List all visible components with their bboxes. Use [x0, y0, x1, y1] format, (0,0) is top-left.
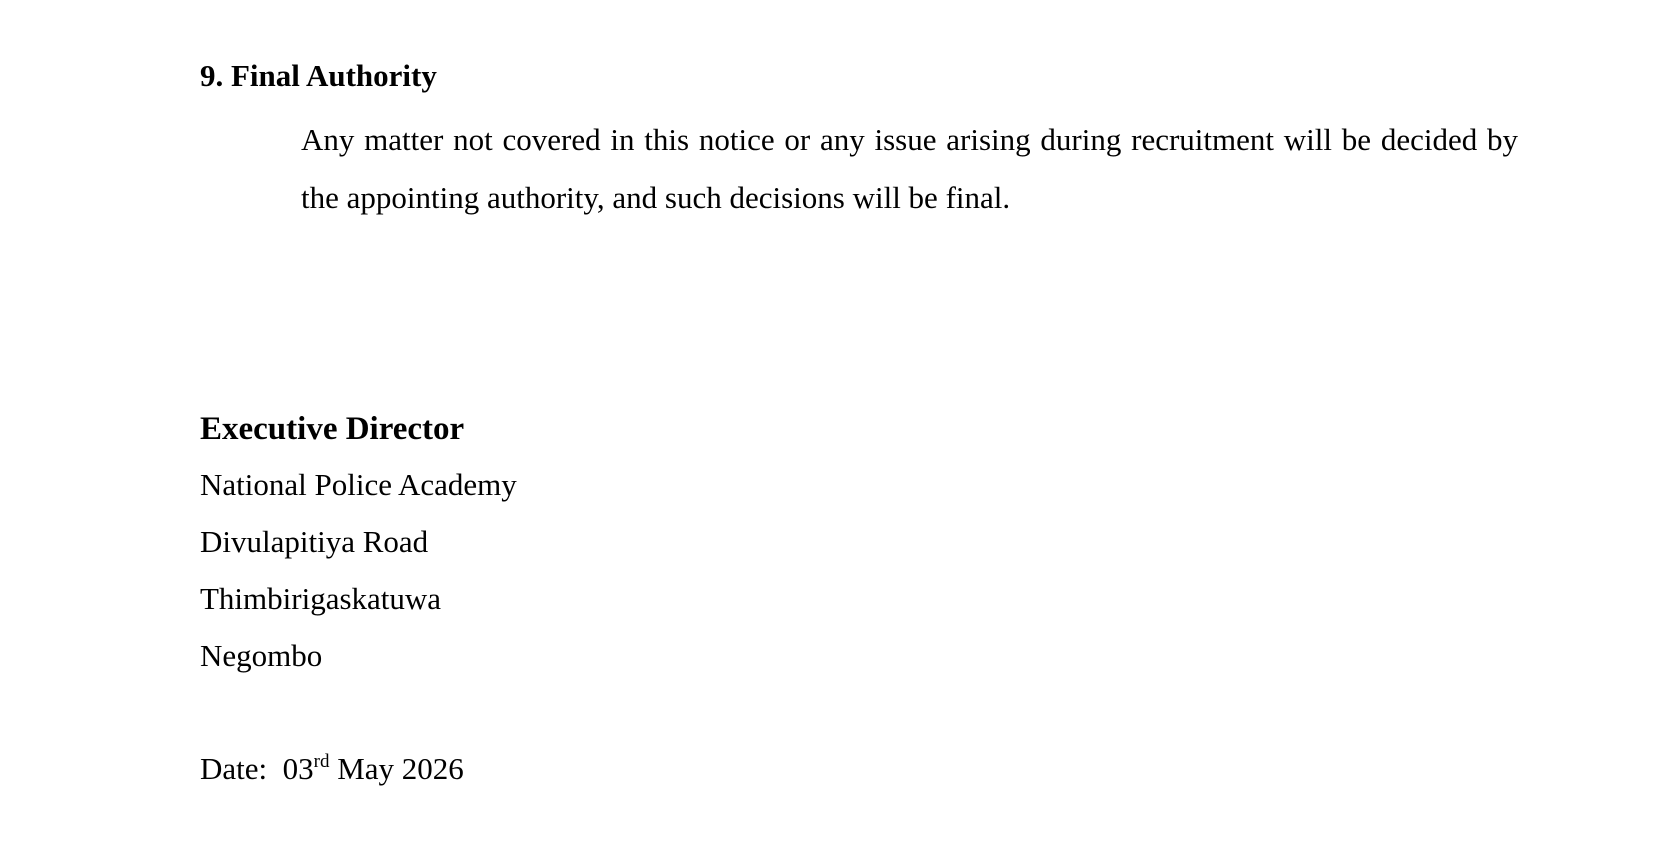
signatory-block [200, 404, 517, 684]
date-label: Date: [200, 751, 268, 786]
signatory-title: Executive Director [200, 411, 465, 447]
signatory-address-road: Divulapitiya Road [200, 524, 429, 559]
date-day: 03 [282, 751, 314, 786]
signatory-address-locality: Thimbirigaskatuwa [200, 581, 442, 616]
section-body-paragraph: Any matter not covered in this notice or any issue arising during recruitment will be decided by the appointing authority, and such decisions will be final. [301, 122, 1518, 215]
date-month-year: May 2026 [337, 751, 464, 786]
signatory-address-city: Negombo [200, 638, 323, 673]
date-day-suffix: rd [313, 751, 330, 772]
date-line [200, 747, 464, 791]
signatory-organization: National Police Academy [200, 467, 517, 502]
section-heading: 9. Final Authority [200, 58, 437, 93]
